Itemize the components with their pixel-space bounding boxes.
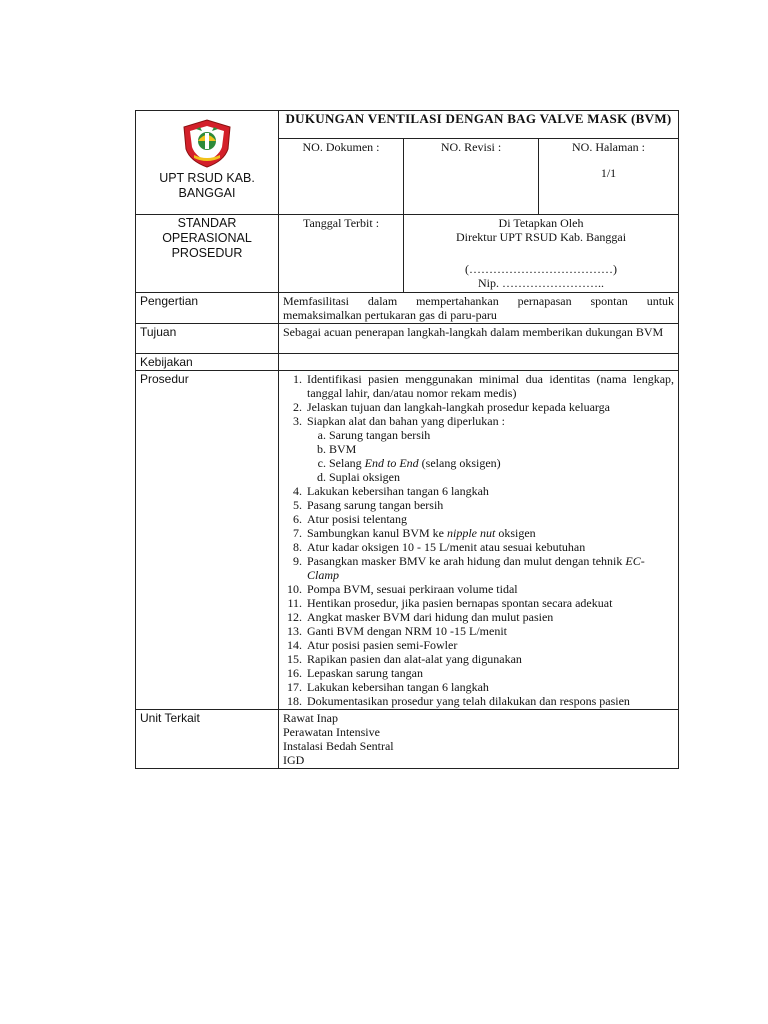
no-revisi-label: NO. Revisi : [440, 140, 502, 154]
procedure-step: 18. Dokumentasikan prosedur yang telah dilakukan dan respons pasien [305, 694, 674, 708]
sop-table [135, 110, 679, 769]
procedure-step: 4. Lakukan kebersihan tangan 6 langkah [305, 484, 674, 498]
procedure-step: 8. Atur kadar oksigen 10 - 15 L/menit atau sesuai kebutuhan [305, 540, 674, 554]
step-text: Selang [329, 456, 365, 470]
tanggal-terbit-label: Tanggal Terbit : [302, 216, 380, 230]
procedure-step: 2. Jelaskan tujuan dan langkah-langkah prosedur kepada keluarga [305, 400, 674, 414]
step-text: Sambungkan kanul BVM ke [307, 526, 447, 540]
equipment-item: d. Suplai oksigen [329, 470, 674, 484]
no-dokumen-cell [279, 139, 404, 215]
procedure-step: 15. Rapikan pasien dan alat-alat yang digunakan [305, 652, 674, 666]
procedure-step: 5. Pasang sarung tangan bersih [305, 498, 674, 512]
step-text: Pasangkan masker BMV ke arah hidung dan mulut dengan tehnik [307, 554, 626, 568]
unit-item: Instalasi Bedah Sentral [283, 739, 394, 753]
equipment-item [329, 456, 674, 470]
procedure-step: 16. Lepaskan sarung tangan [305, 666, 674, 680]
equipment-list [307, 428, 674, 484]
step-italic: nipple nut [447, 526, 496, 540]
direktur-label: Direktur UPT RSUD Kab. Banggai [455, 230, 627, 244]
procedure-step [305, 414, 674, 484]
unit-item: Rawat Inap [283, 711, 338, 725]
no-halaman-label: NO. Halaman : [572, 140, 645, 154]
halaman-value: 1/1 [600, 166, 617, 180]
procedure-step [305, 526, 674, 540]
logo-cell [136, 111, 279, 215]
pengertian-label: Pengertian [136, 293, 279, 324]
document-title: DUKUNGAN VENTILASI DENGAN BAG VALVE MASK (BVM) [279, 111, 679, 139]
prosedur-label: Prosedur [136, 371, 279, 710]
procedure-step: 6. Atur posisi telentang [305, 512, 674, 526]
step-italic: End to End [364, 456, 419, 470]
procedure-step: 10. Pompa BVM, sesuai perkiraan volume tidal [305, 582, 674, 596]
nip-label: Nip. …………………….. [478, 276, 605, 290]
pengertian-text: Memfasilitasi dalam mempertahankan pernapasan spontan untuk memaksimalkan pertukaran gas di paru-paru [279, 293, 679, 324]
unit-item: IGD [283, 753, 305, 767]
kebijakan-label: Kebijakan [136, 354, 279, 371]
tanggal-terbit-cell [279, 215, 404, 293]
procedure-step: 14. Atur posisi pasien semi-Fowler [305, 638, 674, 652]
kebijakan-text [279, 354, 679, 371]
standard-label: STANDAR OPERASIONAL PROSEDUR [136, 215, 279, 293]
ditetapkan-oleh: Di Tetapkan Oleh [498, 216, 584, 230]
unit-terkait-label: Unit Terkait [136, 710, 279, 769]
prosedur-cell [279, 371, 679, 710]
equipment-item: a. Sarung tangan bersih [329, 428, 674, 442]
unit-item: Perawatan Intensive [283, 725, 380, 739]
equipment-item: b. BVM [329, 442, 674, 456]
hospital-name: UPT RSUD KAB. BANGGAI [159, 171, 255, 200]
step-italic: EC-Clamp [307, 554, 645, 582]
procedure-step: 12. Angkat masker BVM dari hidung dan mulut pasien [305, 610, 674, 624]
procedure-step: 11. Hentikan prosedur, jika pasien bernapas spontan secara adekuat [305, 596, 674, 610]
no-halaman-cell [539, 139, 679, 215]
hospital-logo [180, 117, 234, 169]
step-text: (selang oksigen) [418, 456, 501, 470]
step-text: Siapkan alat dan bahan yang diperlukan : [307, 414, 505, 428]
ditetapkan-cell [404, 215, 679, 293]
procedure-step [305, 554, 674, 582]
procedure-list [283, 372, 674, 708]
procedure-step: 17. Lakukan kebersihan tangan 6 langkah [305, 680, 674, 694]
procedure-step: 1. Identifikasi pasien menggunakan minimal dua identitas (nama lengkap, tanggal lahir, dan/atau nomor rekam medis) [305, 372, 674, 400]
tujuan-label: Tujuan [136, 324, 279, 354]
unit-terkait-cell [279, 710, 679, 769]
no-dokumen-label: NO. Dokumen : [302, 140, 380, 154]
tujuan-text: Sebagai acuan penerapan langkah-langkah dalam memberikan dukungan BVM [279, 324, 679, 354]
no-revisi-cell [404, 139, 539, 215]
signature-line: (………………………………) [465, 262, 618, 276]
step-text: oksigen [495, 526, 536, 540]
procedure-step: 13. Ganti BVM dengan NRM 10 -15 L/menit [305, 624, 674, 638]
